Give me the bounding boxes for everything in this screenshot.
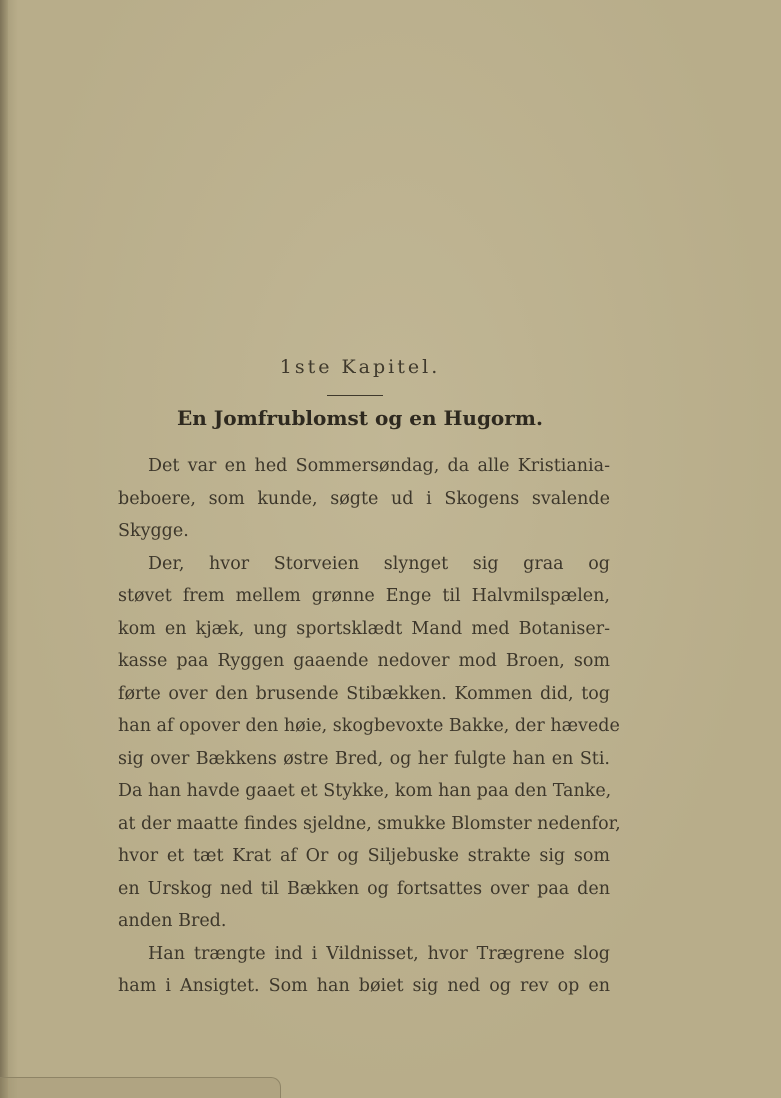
section-title: En Jomfrublomst og en Hugorm. xyxy=(177,406,543,430)
text-line: at der maatte findes sjeldne, smukke Blomster nedenfor, xyxy=(118,813,621,834)
text-line: kasse paa Ryggen gaaende nedover mod Broen, som xyxy=(118,651,610,671)
text-line: anden Bred. xyxy=(118,911,227,931)
text-line: han af opover den høie, skogbevoxte Bakke, der hævede xyxy=(118,716,620,736)
text-line: hvor et tæt Krat af Or og Siljebuske strakte sig som xyxy=(118,846,610,866)
text-line: Det var en hed Sommersøndag, da alle Kristiania- xyxy=(148,456,610,476)
underlying-page-edge xyxy=(0,1077,281,1098)
text-line: Han trængte ind i Vildnisset, hvor Trægrene slog xyxy=(148,943,610,964)
text-line: ham i Ansigtet. Som han bøiet sig ned og rev op en xyxy=(118,976,610,996)
text-line: Der, hvor Storveien slynget sig graa og xyxy=(148,553,610,574)
text-line: sig over Bækkens østre Bred, og her fulgte han en Sti. xyxy=(118,748,610,769)
text-line: støvet frem mellem grønne Enge til Halvmilspælen, xyxy=(118,586,610,606)
text-line: Skygge. xyxy=(118,521,189,541)
text-line: kom en kjæk, ung sportsklædt Mand med Botaniser- xyxy=(118,618,610,639)
text-line: beboere, som kunde, søgte ud i Skogens svalende xyxy=(118,488,610,509)
chapter-heading: 1ste Kapitel. xyxy=(279,356,441,378)
body-text xyxy=(118,450,621,1003)
text-line: en Urskog ned til Bækken og fortsattes over paa den xyxy=(118,878,610,899)
text-line: førte over den brusende Stibækken. Kommen did, tog xyxy=(118,683,610,704)
chapter-divider-rule xyxy=(327,395,383,396)
page-binding-edge xyxy=(0,0,8,1098)
text-line: Da han havde gaaet et Stykke, kom han paa den Tanke, xyxy=(118,781,612,801)
